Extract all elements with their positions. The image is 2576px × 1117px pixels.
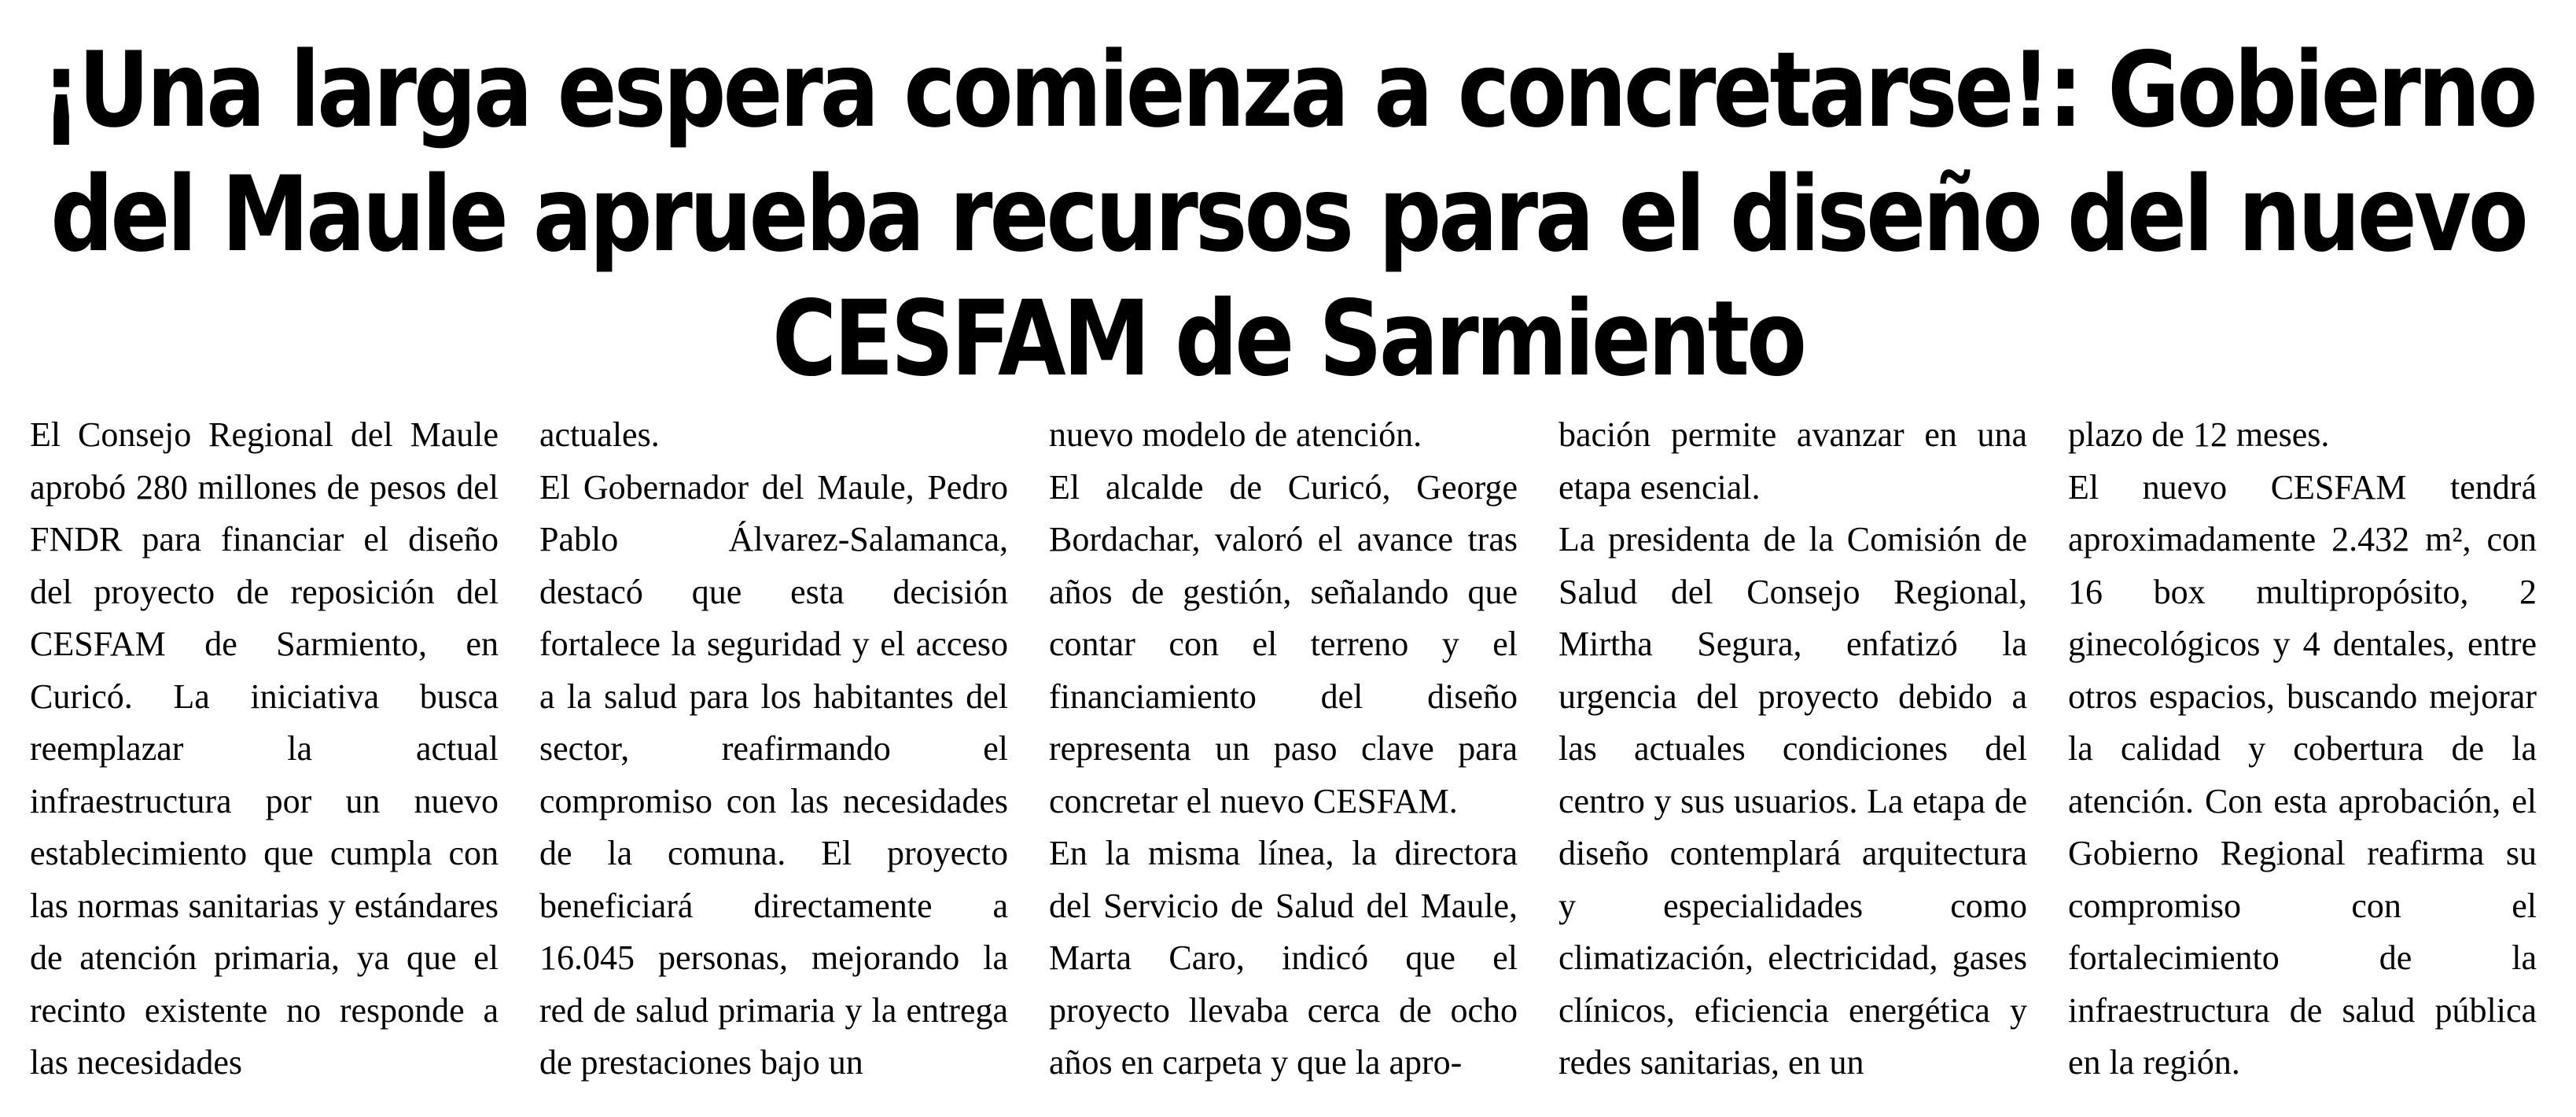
text-column-2 — [539, 409, 1008, 1089]
headline: ¡Una larga espera comienza a concretarse!: Gobierno del Maule aprueba recursos para el diseño del nuevo CESFAM de Sarmiento — [41, 30, 2535, 400]
article-body — [30, 409, 2546, 1101]
paragraph: El Consejo Regional del Maule aprobó 280 millones de pesos del FNDR para financiar el diseño del proyecto de reposición del CESFAM de Sarmiento, en Curicó. La iniciativa busca reemplazar la actual infraestructura por un nuevo establecimiento que cumpla con las normas sanitarias y estándares de atención primaria, ya que el recinto existente no responde a las necesidades — [30, 415, 499, 1082]
paragraph: plazo de 12 meses. — [2068, 415, 2330, 454]
paragraph: bación permite avanzar en una etapa esencial. — [1558, 415, 2027, 507]
text-column-4 — [1558, 409, 2027, 1089]
paragraph: actuales. — [539, 415, 660, 454]
paragraph: La presidenta de la Comisión de Salud del Consejo Regional, Mirtha Segura, enfatizó la urgencia del proyecto debido a las actuales condiciones del centro y sus usuarios. La etapa de diseño contemplará arquitectura y especialidades como climatización, electricidad, gases clínicos, eficiencia energética y redes sanitarias, en un — [1558, 520, 2027, 1082]
paragraph: El Gobernador del Maule, Pedro Pablo Álvarez-Salamanca, destacó que esta decisión fortalece la seguridad y el acceso a la salud para los habitantes del sector, reafirmando el compromiso con las necesidades de la comuna. El proyecto beneficiará directamente a 16.045 personas, mejorando la red de salud primaria y la entrega de prestaciones bajo un — [539, 467, 1008, 1082]
text-column-5 — [2068, 409, 2537, 1089]
paragraph: En la misma línea, la directora del Servicio de Salud del Maule, Marta Caro, indicó que el proyecto llevaba cerca de ocho años en carpeta y que la apro- — [1049, 834, 1518, 1082]
paragraph: El nuevo CESFAM tendrá aproximadamente 2.432 m², con 16 box multipropósito, 2 ginecológicos y 4 dentales, entre otros espacios, buscando mejorar la calidad y cobertura de la atención. Con esta aprobación, el Gobierno Regional reafirma su compromiso con el fortalecimiento de la infraestructura de salud pública en la región. — [2068, 467, 2537, 1082]
text-column-3 — [1049, 409, 1518, 1089]
paragraph: nuevo modelo de atención. — [1049, 415, 1422, 454]
paragraph: El alcalde de Curicó, George Bordachar, valoró el avance tras años de gestión, señalando que contar con el terreno y el financiamiento del diseño representa un paso clave para concretar el nuevo CESFAM. — [1049, 467, 1518, 820]
text-column-1 — [30, 409, 499, 1089]
